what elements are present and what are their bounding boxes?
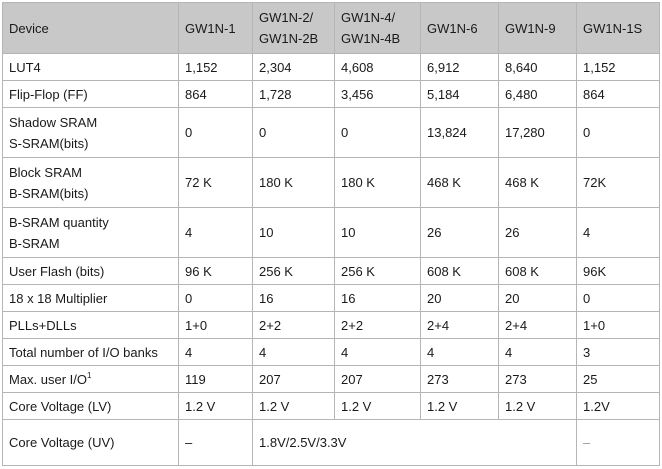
row-core-voltage-lv	[3, 393, 660, 420]
row-label: 18 x 18 Multiplier	[3, 285, 179, 312]
row-flip-flop	[3, 81, 660, 108]
cell-gw1n-9: 26	[499, 208, 577, 258]
cell-gw1n-2: 16	[253, 285, 335, 312]
header-gw1n-1: GW1N-1	[179, 3, 253, 54]
cell-gw1n-1: –	[179, 420, 253, 466]
cell-gw1n-1s: 0	[577, 108, 660, 158]
header-gw1n-4-line1: GW1N-4/	[341, 10, 396, 25]
cell-gw1n-4: 2+2	[335, 312, 421, 339]
cell-gw1n-1s: 96K	[577, 258, 660, 285]
cell-gw1n-6: 1.2 V	[421, 393, 499, 420]
cell-gw1n-9: 468 K	[499, 158, 577, 208]
cell-gw1n-2: 1,728	[253, 81, 335, 108]
cell-gw1n-4: 1.2 V	[335, 393, 421, 420]
cell-gw1n-6: 5,184	[421, 81, 499, 108]
header-gw1n-4-line2: GW1N-4B	[341, 31, 401, 46]
cell-gw1n-1s: 1.2V	[577, 393, 660, 420]
cell-gw1n-2-to-9-merged: 1.8V/2.5V/3.3V	[253, 420, 577, 466]
header-gw1n-9: GW1N-9	[499, 3, 577, 54]
cell-gw1n-2: 2+2	[253, 312, 335, 339]
cell-gw1n-9: 6,480	[499, 81, 577, 108]
cell-gw1n-9: 8,640	[499, 54, 577, 81]
cell-gw1n-4: 10	[335, 208, 421, 258]
row-label: Flip-Flop (FF)	[3, 81, 179, 108]
cell-gw1n-1: 4	[179, 339, 253, 366]
row-label: User Flash (bits)	[3, 258, 179, 285]
cell-gw1n-1s: 25	[577, 366, 660, 393]
row-plls-dlls	[3, 312, 660, 339]
device-comparison-table-container	[2, 2, 660, 466]
cell-gw1n-1s: 4	[577, 208, 660, 258]
cell-gw1n-1s: 72K	[577, 158, 660, 208]
cell-gw1n-6: 273	[421, 366, 499, 393]
row-label-line1: Shadow SRAM	[9, 114, 98, 130]
header-gw1n-2	[253, 3, 335, 54]
cell-gw1n-9: 608 K	[499, 258, 577, 285]
cell-gw1n-6: 6,912	[421, 54, 499, 81]
cell-gw1n-1s: 1,152	[577, 54, 660, 81]
cell-gw1n-2: 2,304	[253, 54, 335, 81]
row-label	[3, 208, 179, 258]
row-label	[3, 108, 179, 158]
cell-gw1n-2: 207	[253, 366, 335, 393]
device-comparison-table	[2, 2, 660, 466]
row-label-text: Max. user I/O	[9, 371, 88, 387]
cell-gw1n-4: 180 K	[335, 158, 421, 208]
cell-gw1n-1: 119	[179, 366, 253, 393]
cell-gw1n-9: 20	[499, 285, 577, 312]
cell-gw1n-6: 26	[421, 208, 499, 258]
cell-gw1n-1s: 864	[577, 81, 660, 108]
footnote-marker: 1	[87, 370, 92, 380]
row-label-line1: B-SRAM quantity	[9, 214, 109, 230]
cell-gw1n-1: 1+0	[179, 312, 253, 339]
cell-gw1n-4: 3,456	[335, 81, 421, 108]
cell-gw1n-6: 4	[421, 339, 499, 366]
header-device: Device	[3, 3, 179, 54]
cell-gw1n-1: 4	[179, 208, 253, 258]
header-row	[3, 3, 660, 54]
cell-gw1n-1s: 1+0	[577, 312, 660, 339]
cell-gw1n-4: 4	[335, 339, 421, 366]
cell-gw1n-2: 1.2 V	[253, 393, 335, 420]
cell-gw1n-2: 180 K	[253, 158, 335, 208]
cell-gw1n-2: 10	[253, 208, 335, 258]
row-label	[3, 158, 179, 208]
row-io-banks	[3, 339, 660, 366]
header-gw1n-6: GW1N-6	[421, 3, 499, 54]
row-label: Core Voltage (LV)	[3, 393, 179, 420]
row-label: Total number of I/O banks	[3, 339, 179, 366]
row-label-line2: S-SRAM(bits)	[9, 135, 89, 151]
row-bsram-quantity	[3, 208, 660, 258]
cell-gw1n-9: 2+4	[499, 312, 577, 339]
cell-gw1n-1s: 3	[577, 339, 660, 366]
cell-gw1n-2: 256 K	[253, 258, 335, 285]
row-label: Core Voltage (UV)	[3, 420, 179, 466]
row-label-line2: B-SRAM(bits)	[9, 185, 89, 201]
cell-gw1n-1: 0	[179, 285, 253, 312]
cell-gw1n-6: 13,824	[421, 108, 499, 158]
cell-gw1n-1: 1,152	[179, 54, 253, 81]
cell-gw1n-1: 864	[179, 81, 253, 108]
header-gw1n-4	[335, 3, 421, 54]
row-label-line1: Block SRAM	[9, 164, 82, 180]
cell-gw1n-4: 16	[335, 285, 421, 312]
cell-gw1n-1: 96 K	[179, 258, 253, 285]
cell-gw1n-1: 1.2 V	[179, 393, 253, 420]
cell-gw1n-6: 20	[421, 285, 499, 312]
cell-gw1n-9: 4	[499, 339, 577, 366]
row-multiplier	[3, 285, 660, 312]
header-gw1n-2-line2: GW1N-2B	[259, 31, 319, 46]
cell-gw1n-2: 0	[253, 108, 335, 158]
cell-gw1n-6: 608 K	[421, 258, 499, 285]
cell-gw1n-1s: 0	[577, 285, 660, 312]
row-max-user-io	[3, 366, 660, 393]
row-label-line2: B-SRAM	[9, 235, 60, 251]
cell-gw1n-1: 0	[179, 108, 253, 158]
cell-gw1n-6: 2+4	[421, 312, 499, 339]
row-label: LUT4	[3, 54, 179, 81]
cell-gw1n-4: 0	[335, 108, 421, 158]
row-label	[3, 366, 179, 393]
row-lut4	[3, 54, 660, 81]
row-label: PLLs+DLLs	[3, 312, 179, 339]
cell-gw1n-4: 256 K	[335, 258, 421, 285]
cell-gw1n-9: 17,280	[499, 108, 577, 158]
row-core-voltage-uv	[3, 420, 660, 466]
cell-gw1n-4: 207	[335, 366, 421, 393]
row-user-flash	[3, 258, 660, 285]
cell-gw1n-9: 273	[499, 366, 577, 393]
header-gw1n-1s: GW1N-1S	[577, 3, 660, 54]
cell-gw1n-1: 72 K	[179, 158, 253, 208]
cell-gw1n-1s: –	[577, 420, 660, 466]
row-block-sram	[3, 158, 660, 208]
cell-gw1n-4: 4,608	[335, 54, 421, 81]
row-shadow-sram	[3, 108, 660, 158]
cell-gw1n-6: 468 K	[421, 158, 499, 208]
cell-gw1n-9: 1.2 V	[499, 393, 577, 420]
cell-gw1n-2: 4	[253, 339, 335, 366]
header-gw1n-2-line1: GW1N-2/	[259, 10, 314, 25]
